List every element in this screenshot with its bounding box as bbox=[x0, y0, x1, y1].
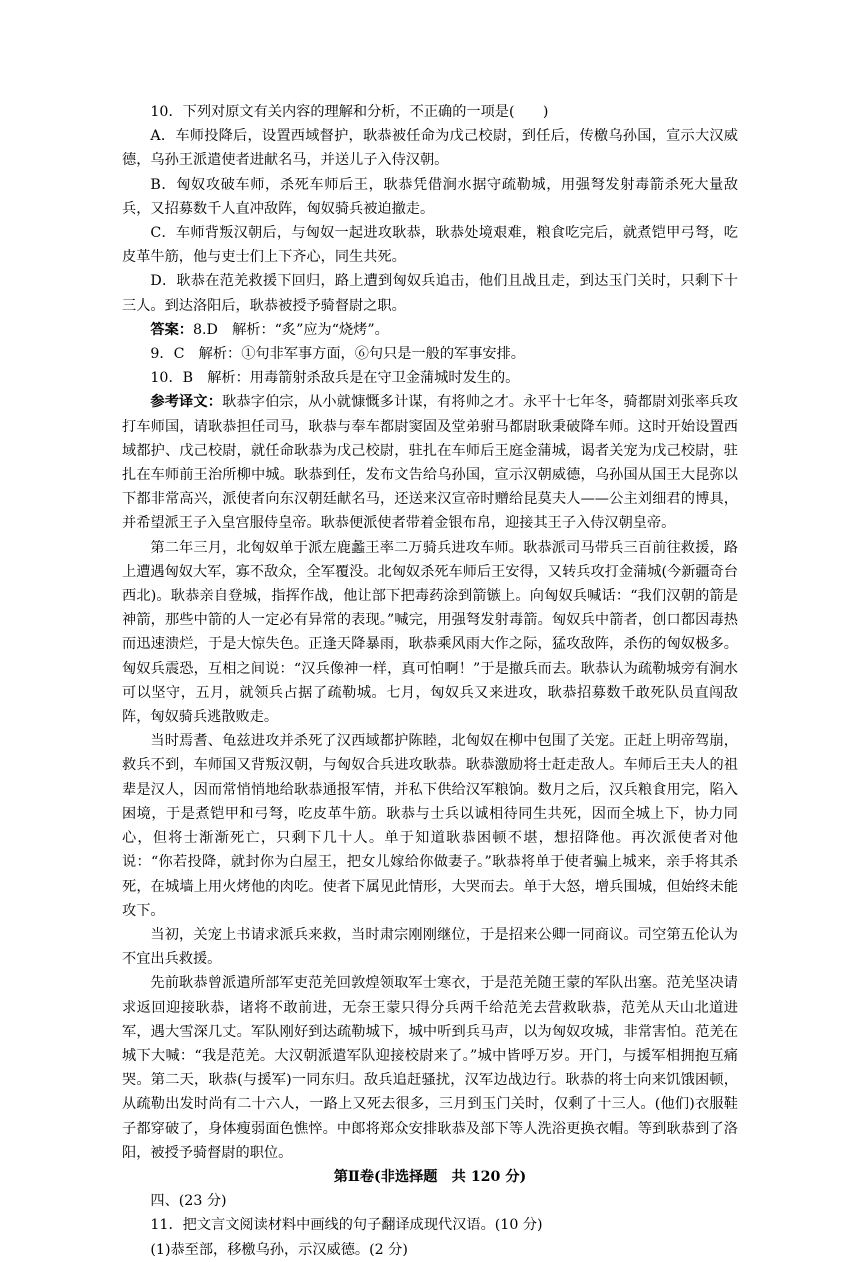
document-content bbox=[122, 100, 738, 1262]
translation-paragraph-3: 当时焉耆、龟兹进攻并杀死了汉西域都护陈睦，北匈奴在柳中包围了关宠。正赶上明帝驾崩，救兵不到，车师国又背叛汉朝，与匈奴合兵进攻耿恭。耿恭激励将士赶走敌人。车师后王夫人的祖辈是汉人，因而常悄悄地给耿恭通报军情，并私下供给汉军粮饷。数月之后，汉兵粮食用完，陷入困境，于是煮铠甲和弓弩，吃皮革牛筋。耿恭与士兵以诚相待同生共死，因而全城上下，协力同心，但将士渐渐死亡，只剩下几十人。单于知道耿恭困顿不堪，想招降他。再次派使者对他说：“你若投降，就封你为白屋王，把女儿嫁给你做妻子。”耿恭将单于使者骗上城来，亲手将其杀死，在城墙上用火烤他的肉吃。使者下属见此情形，大哭而去。单于大怒，增兵围城，但始终未能攻下。 bbox=[122, 733, 738, 919]
translation-paragraph-2: 第二年三月，北匈奴单于派左鹿蠡王率二万骑兵进攻车师。耿恭派司马带兵三百前往救援，路上遭遇匈奴大军，寡不敌众，全军覆没。北匈奴杀死车师后王安得，又转兵攻打金蒲城(今新疆奇台西北)。耿恭亲自登城，指挥作战，他让部下把毒药涂到箭镞上。向匈奴兵喊话：“我们汉朝的箭是神箭，那些中箭的人一定必有异常的表现。”喊完，用强弩发射毒箭。匈奴兵中箭者，创口都因毒热而迅速溃烂，于是大惊失色。正逢天降暴雨，耿恭乘风雨大作之际，猛攻敌阵，杀伤的匈奴极多。匈奴兵震恐，互相之间说：“汉兵像神一样，真可怕啊！”于是撤兵而去。耿恭认为疏勒城旁有涧水可以坚守，五月，就领兵占据了疏勒城。七月，匈奴兵又来进攻，耿恭招募数千敢死队员直闯敌阵，匈奴骑兵逃散败走。 bbox=[122, 539, 738, 726]
option-b: B．匈奴攻破车师，杀死车师后王，耿恭凭借涧水据守疏勒城，用强弩发射毒箭杀死大量敌兵，又招募数千人直冲敌阵，匈奴骑兵被迫撤走。 bbox=[122, 176, 738, 217]
question-11-sub-1: (1)恭至部，移檄乌孙，示汉威德。(2 分) bbox=[150, 1241, 408, 1258]
option-a: A．车师投降后，设置西域督护，耿恭被任命为戊己校尉，到任后，传檄乌孙国，宣示大汉威德，乌孙王派遣使者进献名马，并送儿子入侍汉朝。 bbox=[122, 128, 738, 169]
section-2-title: 第Ⅱ卷(非选择题 共 120 分) bbox=[333, 1168, 527, 1185]
question-11-stem: 11．把文言文阅读材料中画线的句子翻译成现代汉语。(10 分) bbox=[150, 1217, 543, 1234]
answer-line-8 bbox=[122, 318, 738, 342]
translation-paragraph-4: 当初，关宠上书请求派兵来救，当时肃宗刚刚继位，于是招来公卿一同商议。司空第五伦认为不宜出兵救援。 bbox=[122, 926, 738, 968]
translation-paragraph-5: 先前耿恭曾派遣所部军吏范羌回敦煌领取军士寒衣，于是范羌随王蒙的军队出塞。范羌坚决请求返回迎接耿恭，诸将不敢前进，无奈王蒙只得分兵两千给范羌去营救耿恭，范羌从天山北道进军，遇大雪深几丈。军队刚好到达疏勒城下，城中听到兵马声，以为匈奴攻城，非常害怕。范羌在城下大喊：“我是范羌。大汉朝派遣军队迎接校尉来了。”城中皆呼万岁。开门，与援军相拥抱互痛哭。第二天，耿恭(与援军)一同东归。敌兵追赶骚扰，汉军边战边行。耿恭的将士向来饥饿困顿，从疏勒出发时尚有二十六人，一路上又死去很多，三月到玉门关时，仅剩了十三人。(他们)衣服鞋子都穿破了，身体瘦弱面色憔悴。中郎将郑众安排耿恭及部下等人洗浴更换衣帽。等到耿恭到了洛阳，被授予骑督尉的职位。 bbox=[122, 975, 738, 1161]
translation-paragraph-1 bbox=[122, 390, 738, 535]
translation-label: 参考译文： bbox=[150, 394, 223, 411]
translation-p1-text: 耿恭字伯宗，从小就慷慨多计谋，有将帅之才。永平十七年冬，骑都尉刘张率兵攻打车师国，请耿恭担任司马，耿恭与奉车都尉窦固及堂弟驸马都尉耿秉破降车师。这时开始设置西域都护、戊己校尉，就任命耿恭为戊己校尉，驻扎在车师后王庭金蒲城，谒者关宠为戊己校尉，驻扎在车师前王治所柳中城。耿恭到任，发布文告给乌孙国，宣示汉朝威德，乌孙国从国王大昆弥以下都非常高兴，派使者向东汉朝廷献名马，还送来汉宣帝时赠给昆莫夫人——公主刘细君的博具，并希望派王子入皇宫服侍皇帝。耿恭便派使者带着金银布帛，迎接其王子入侍汉朝皇帝。 bbox=[122, 394, 738, 532]
option-c: C．车师背叛汉朝后，与匈奴一起进攻耿恭，耿恭处境艰难，粮食吃完后，就煮铠甲弓弩，吃皮革牛筋，他与吏士们上下齐心，同生共死。 bbox=[122, 225, 738, 266]
question-10-stem: 10．下列对原文有关内容的理解和分析，不正确的一项是( ) bbox=[150, 104, 549, 120]
answer-label: 答案： bbox=[150, 321, 193, 338]
option-d: D．耿恭在范羌救援下回归，路上遭到匈奴兵追击，他们且战且走，到达玉门关时，只剩下十三人。到达洛阳后，耿恭被授予骑督尉之职。 bbox=[122, 273, 738, 314]
answer-line-10: 10．B 解析：用毒箭射杀敌兵是在守卫金蒲城时发生的。 bbox=[150, 370, 520, 387]
answer-8-text: 8.D 解析：“炙”应为“烧烤”。 bbox=[192, 321, 389, 338]
part-4-heading: 四、(23 分) bbox=[150, 1193, 227, 1210]
answer-line-9: 9．C 解析：①句非军事方面，⑥句只是一般的军事安排。 bbox=[150, 346, 525, 363]
